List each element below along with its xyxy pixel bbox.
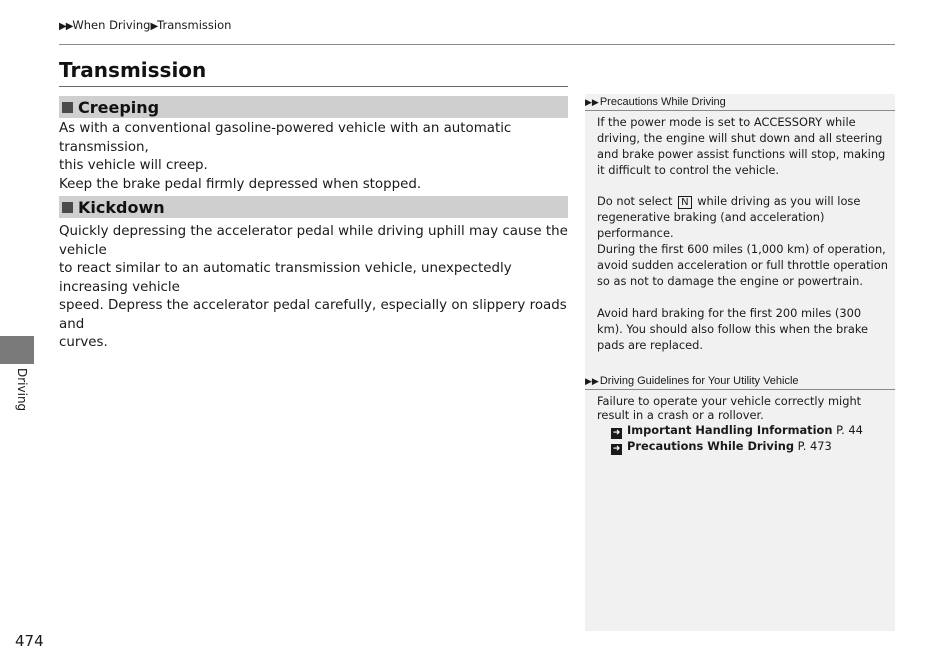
section-heading-creeping: [59, 96, 568, 118]
sidebar-heading-label: Precautions While Driving: [599, 96, 726, 108]
page-number: 474: [15, 632, 44, 650]
creeping-body: [59, 120, 568, 194]
double-arrow-icon: ▶▶: [59, 21, 73, 32]
text-line: Keep the brake pedal firmly depressed when stopped.: [59, 176, 422, 192]
cross-reference-page: P. 473: [797, 439, 832, 453]
section-heading-kickdown: [59, 196, 568, 218]
arrow-icon: ▶: [150, 21, 158, 32]
text-line: speed. Depress the accelerator pedal carefully, especially on slippery roads and: [59, 298, 567, 332]
cross-reference-link[interactable]: [611, 422, 863, 439]
text-line: curves.: [59, 335, 108, 350]
sidebar-heading-guidelines: [585, 373, 895, 390]
chapter-tab-marker: [0, 336, 34, 364]
title-divider: [59, 86, 568, 87]
sidebar-paragraph: Failure to operate your vehicle correctly might result in a crash or a rollover.: [597, 394, 862, 422]
text-line: to react similar to an automatic transmission vehicle, unexpectedly increasing vehicle: [59, 261, 512, 295]
gear-n-icon: N: [678, 196, 691, 209]
breadcrumb-item-transmission[interactable]: Transmission: [157, 18, 232, 32]
section-heading-label: Kickdown: [78, 197, 165, 217]
cross-reference-title: Precautions While Driving: [627, 439, 795, 453]
text-run: Do not select: [597, 194, 673, 208]
reference-icon: ▶▶: [585, 375, 599, 386]
text-line: Quickly depressing the accelerator pedal while driving uphill may cause the vehicle: [59, 224, 568, 258]
text-line: As with a conventional gasoline-powered vehicle with an automatic transmission,: [59, 121, 512, 155]
text-line: this vehicle will creep.: [59, 158, 208, 173]
sidebar-paragraph: Avoid hard braking for the first 200 miles (300 km). You should also follow this when the brake pads are replaced.: [597, 306, 869, 352]
sidebar-heading-label: Driving Guidelines for Your Utility Vehicle: [599, 375, 799, 387]
page-title: Transmission: [59, 58, 207, 82]
header-divider: [59, 44, 895, 45]
cross-reference-link[interactable]: [611, 438, 832, 455]
cross-reference-arrow-icon: ➜: [612, 428, 621, 438]
sidebar-paragraph: During the first 600 miles (1,000 km) of operation, avoid sudden acceleration or full throttle operation so as not to damage the engine or powertrain.: [597, 242, 888, 288]
cross-reference-title: Important Handling Information: [627, 423, 833, 437]
kickdown-body: [59, 223, 568, 353]
square-bullet-icon: [62, 202, 73, 213]
reference-icon: ▶▶: [585, 96, 599, 107]
sidebar-paragraph: If the power mode is set to ACCESSORY while driving, the engine will shut down and all steering and brake power assist functions will stop, making it difficult to control the vehicle.: [597, 115, 886, 177]
text-run: while driving as you will lose regenerative braking (and acceleration) performance.: [597, 194, 861, 240]
section-heading-label: Creeping: [78, 97, 160, 117]
sidebar-heading-precautions: [585, 94, 895, 111]
breadcrumb: [59, 18, 231, 32]
breadcrumb-item-when-driving[interactable]: When Driving: [72, 18, 151, 32]
cross-reference-arrow-icon: ➜: [612, 444, 621, 454]
square-bullet-icon: [62, 102, 73, 113]
chapter-tab-label[interactable]: Driving: [15, 368, 29, 412]
sidebar-paragraph: [597, 193, 889, 241]
cross-reference-page: P. 44: [836, 423, 863, 437]
